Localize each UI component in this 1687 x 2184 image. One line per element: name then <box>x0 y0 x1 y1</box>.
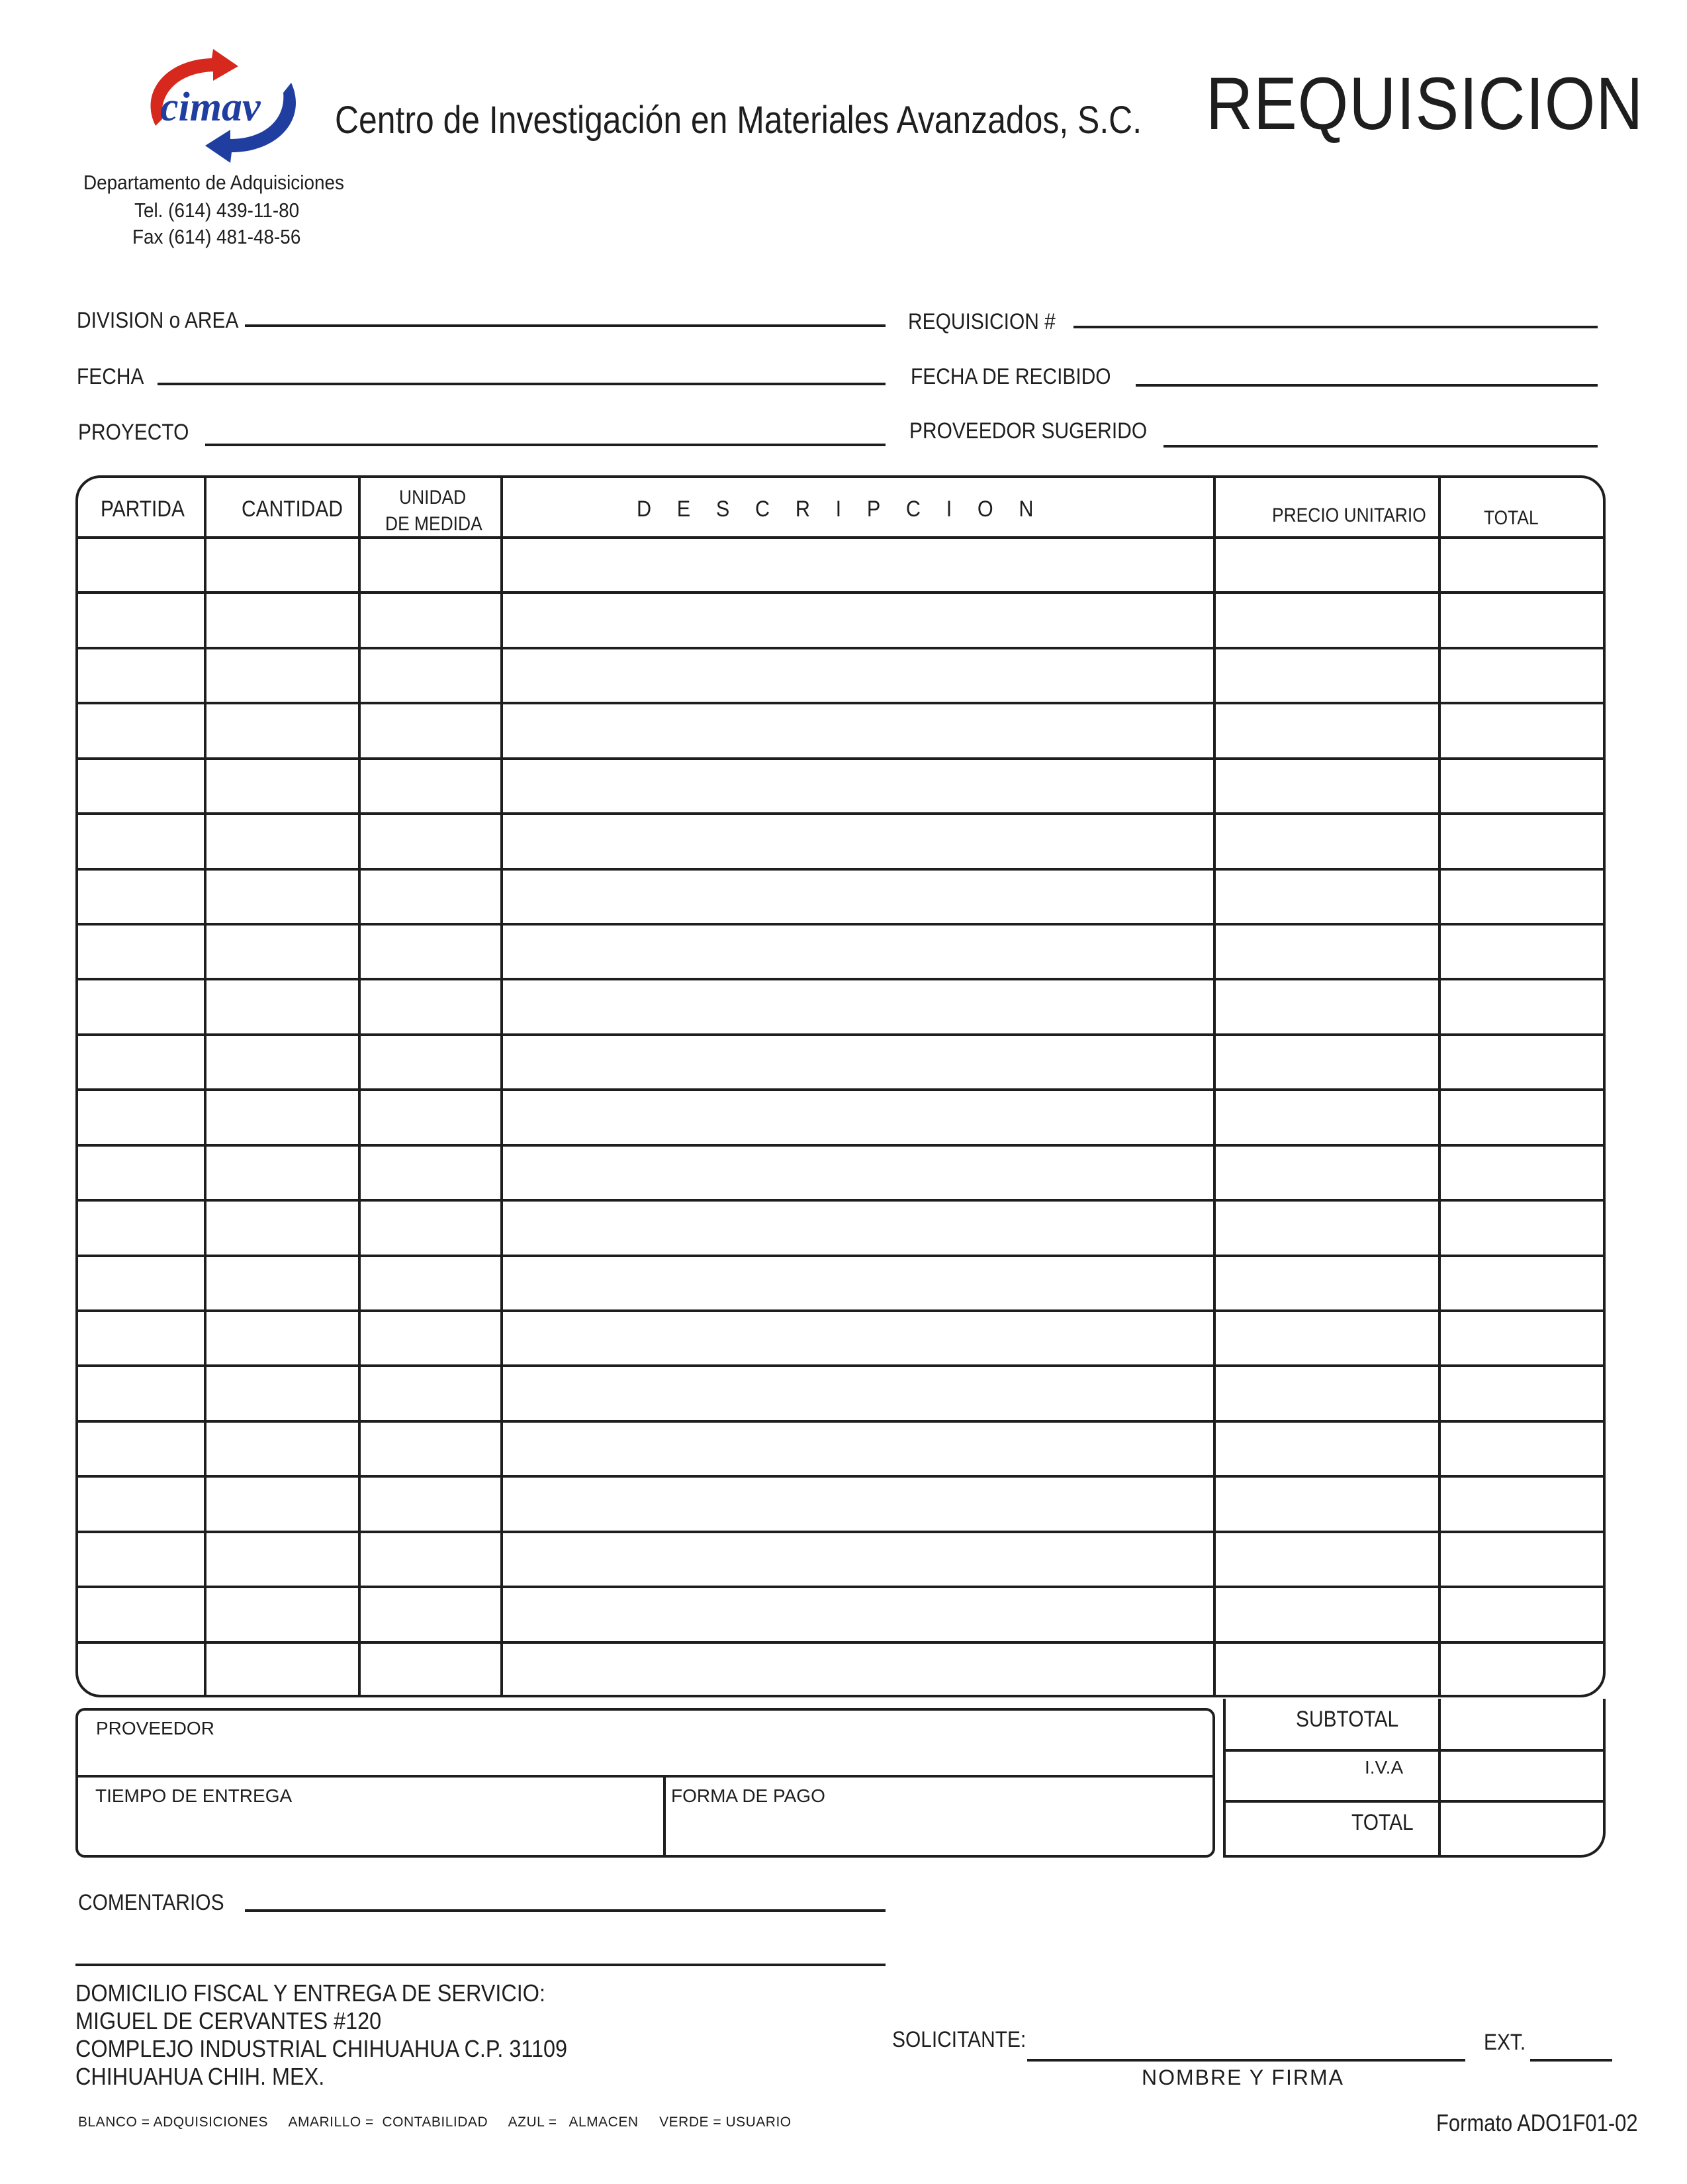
formato-code: Formato ADO1F01-02 <box>1436 2109 1638 2136</box>
table-row <box>75 591 1606 594</box>
table-row <box>75 1531 1606 1533</box>
table-row <box>75 812 1606 815</box>
division-label: DIVISION o AREA <box>77 308 239 333</box>
requisicion-field[interactable] <box>1073 326 1598 328</box>
table-row <box>75 1033 1606 1036</box>
address-line-2: MIGUEL DE CERVANTES #120 <box>75 2007 382 2034</box>
tiempo-entrega-label: TIEMPO DE ENTREGA <box>95 1785 293 1806</box>
department-name: Departamento de Adquisiciones <box>83 171 344 194</box>
address-line-1: DOMICILIO FISCAL Y ENTREGA DE SERVICIO: <box>75 1979 545 2007</box>
table-row <box>75 1420 1606 1423</box>
totals-left-border <box>1223 1699 1226 1858</box>
ext-field[interactable] <box>1530 2059 1612 2062</box>
col-header-precio: PRECIO UNITARIO <box>1272 504 1426 526</box>
proyecto-field[interactable] <box>205 444 886 446</box>
iva-divider <box>1223 1800 1606 1803</box>
solicitante-signature-field[interactable] <box>1027 2059 1465 2062</box>
comentarios-line-2[interactable] <box>75 1964 886 1966</box>
fecha-field[interactable] <box>158 383 886 385</box>
proveedor-sugerido-field[interactable] <box>1163 445 1598 448</box>
proveedor-sugerido-label: PROVEEDOR SUGERIDO <box>909 418 1148 444</box>
col-divider-descripcion <box>1213 477 1216 1697</box>
table-row <box>75 868 1606 871</box>
table-row <box>75 1144 1606 1147</box>
table-row <box>75 1364 1606 1367</box>
items-table <box>75 475 1606 1697</box>
col-header-unidad-1: UNIDAD <box>399 487 467 508</box>
col-header-cantidad: CANTIDAD <box>242 497 343 522</box>
col-header-partida: PARTIDA <box>101 497 185 522</box>
table-row <box>75 1475 1606 1478</box>
table-row <box>75 1586 1606 1588</box>
table-row <box>75 1641 1606 1644</box>
ext-label: EXT. <box>1484 2030 1526 2055</box>
phone-number: Tel. (614) 439-11-80 <box>134 199 300 222</box>
proveedor-label: PROVEEDOR <box>96 1718 214 1738</box>
comentarios-label: COMENTARIOS <box>78 1890 224 1915</box>
address-line-3: COMPLEJO INDUSTRIAL CHIHUAHUA C.P. 31109 <box>75 2035 568 2062</box>
col-divider-unidad <box>500 477 503 1697</box>
address-line-4: CHIHUAHUA CHIH. MEX. <box>75 2063 325 2090</box>
table-header-divider <box>75 536 1606 539</box>
totals-box <box>1223 1699 1606 1858</box>
org-name: Centro de Investigación en Materiales Avanzados, S.C. <box>335 99 1142 142</box>
table-row <box>75 978 1606 980</box>
table-row <box>75 1088 1606 1091</box>
table-row <box>75 1255 1606 1257</box>
proyecto-label: PROYECTO <box>78 420 189 445</box>
solicitante-label: SOLICITANTE: <box>892 2027 1026 2052</box>
total-label: TOTAL <box>1351 1810 1414 1835</box>
col-header-total: TOTAL <box>1484 507 1539 529</box>
iva-label: I.V.A <box>1365 1757 1404 1778</box>
cimav-logo <box>139 46 304 166</box>
proveedor-box[interactable] <box>75 1708 1215 1858</box>
fecha-recibido-label: FECHA DE RECIBIDO <box>911 364 1111 389</box>
subtotal-divider <box>1223 1749 1606 1752</box>
fecha-label: FECHA <box>77 364 144 389</box>
table-row <box>75 757 1606 760</box>
forma-pago-label: FORMA DE PAGO <box>671 1785 825 1806</box>
proveedor-divider <box>75 1775 1215 1778</box>
table-row <box>75 647 1606 649</box>
fecha-recibido-field[interactable] <box>1136 384 1598 387</box>
col-divider-cantidad <box>358 477 361 1697</box>
col-header-descripcion: DESCRIPCION <box>637 497 1060 522</box>
col-divider-precio <box>1438 477 1441 1697</box>
comentarios-line-1[interactable] <box>245 1909 886 1912</box>
division-field[interactable] <box>245 324 886 327</box>
table-row <box>75 702 1606 704</box>
subtotal-label: SUBTOTAL <box>1296 1707 1399 1732</box>
logo-text: cimav <box>160 85 261 130</box>
copies-distribution: BLANCO = ADQUISICIONES AMARILLO = CONTABILIDAD AZUL = ALMACEN VERDE = USUARIO <box>78 2114 792 2130</box>
col-divider-partida <box>204 477 206 1697</box>
table-row <box>75 1309 1606 1312</box>
nombre-firma-caption: NOMBRE Y FIRMA <box>1142 2065 1344 2089</box>
document-title: REQUISICION <box>1206 62 1644 145</box>
fax-number: Fax (614) 481-48-56 <box>132 225 301 248</box>
requisicion-label: REQUISICION # <box>908 309 1056 334</box>
col-header-unidad-2: DE MEDIDA <box>385 513 482 535</box>
entrega-pago-divider <box>663 1775 666 1857</box>
totals-value-divider <box>1438 1699 1441 1858</box>
table-row <box>75 923 1606 926</box>
table-row <box>75 1199 1606 1202</box>
